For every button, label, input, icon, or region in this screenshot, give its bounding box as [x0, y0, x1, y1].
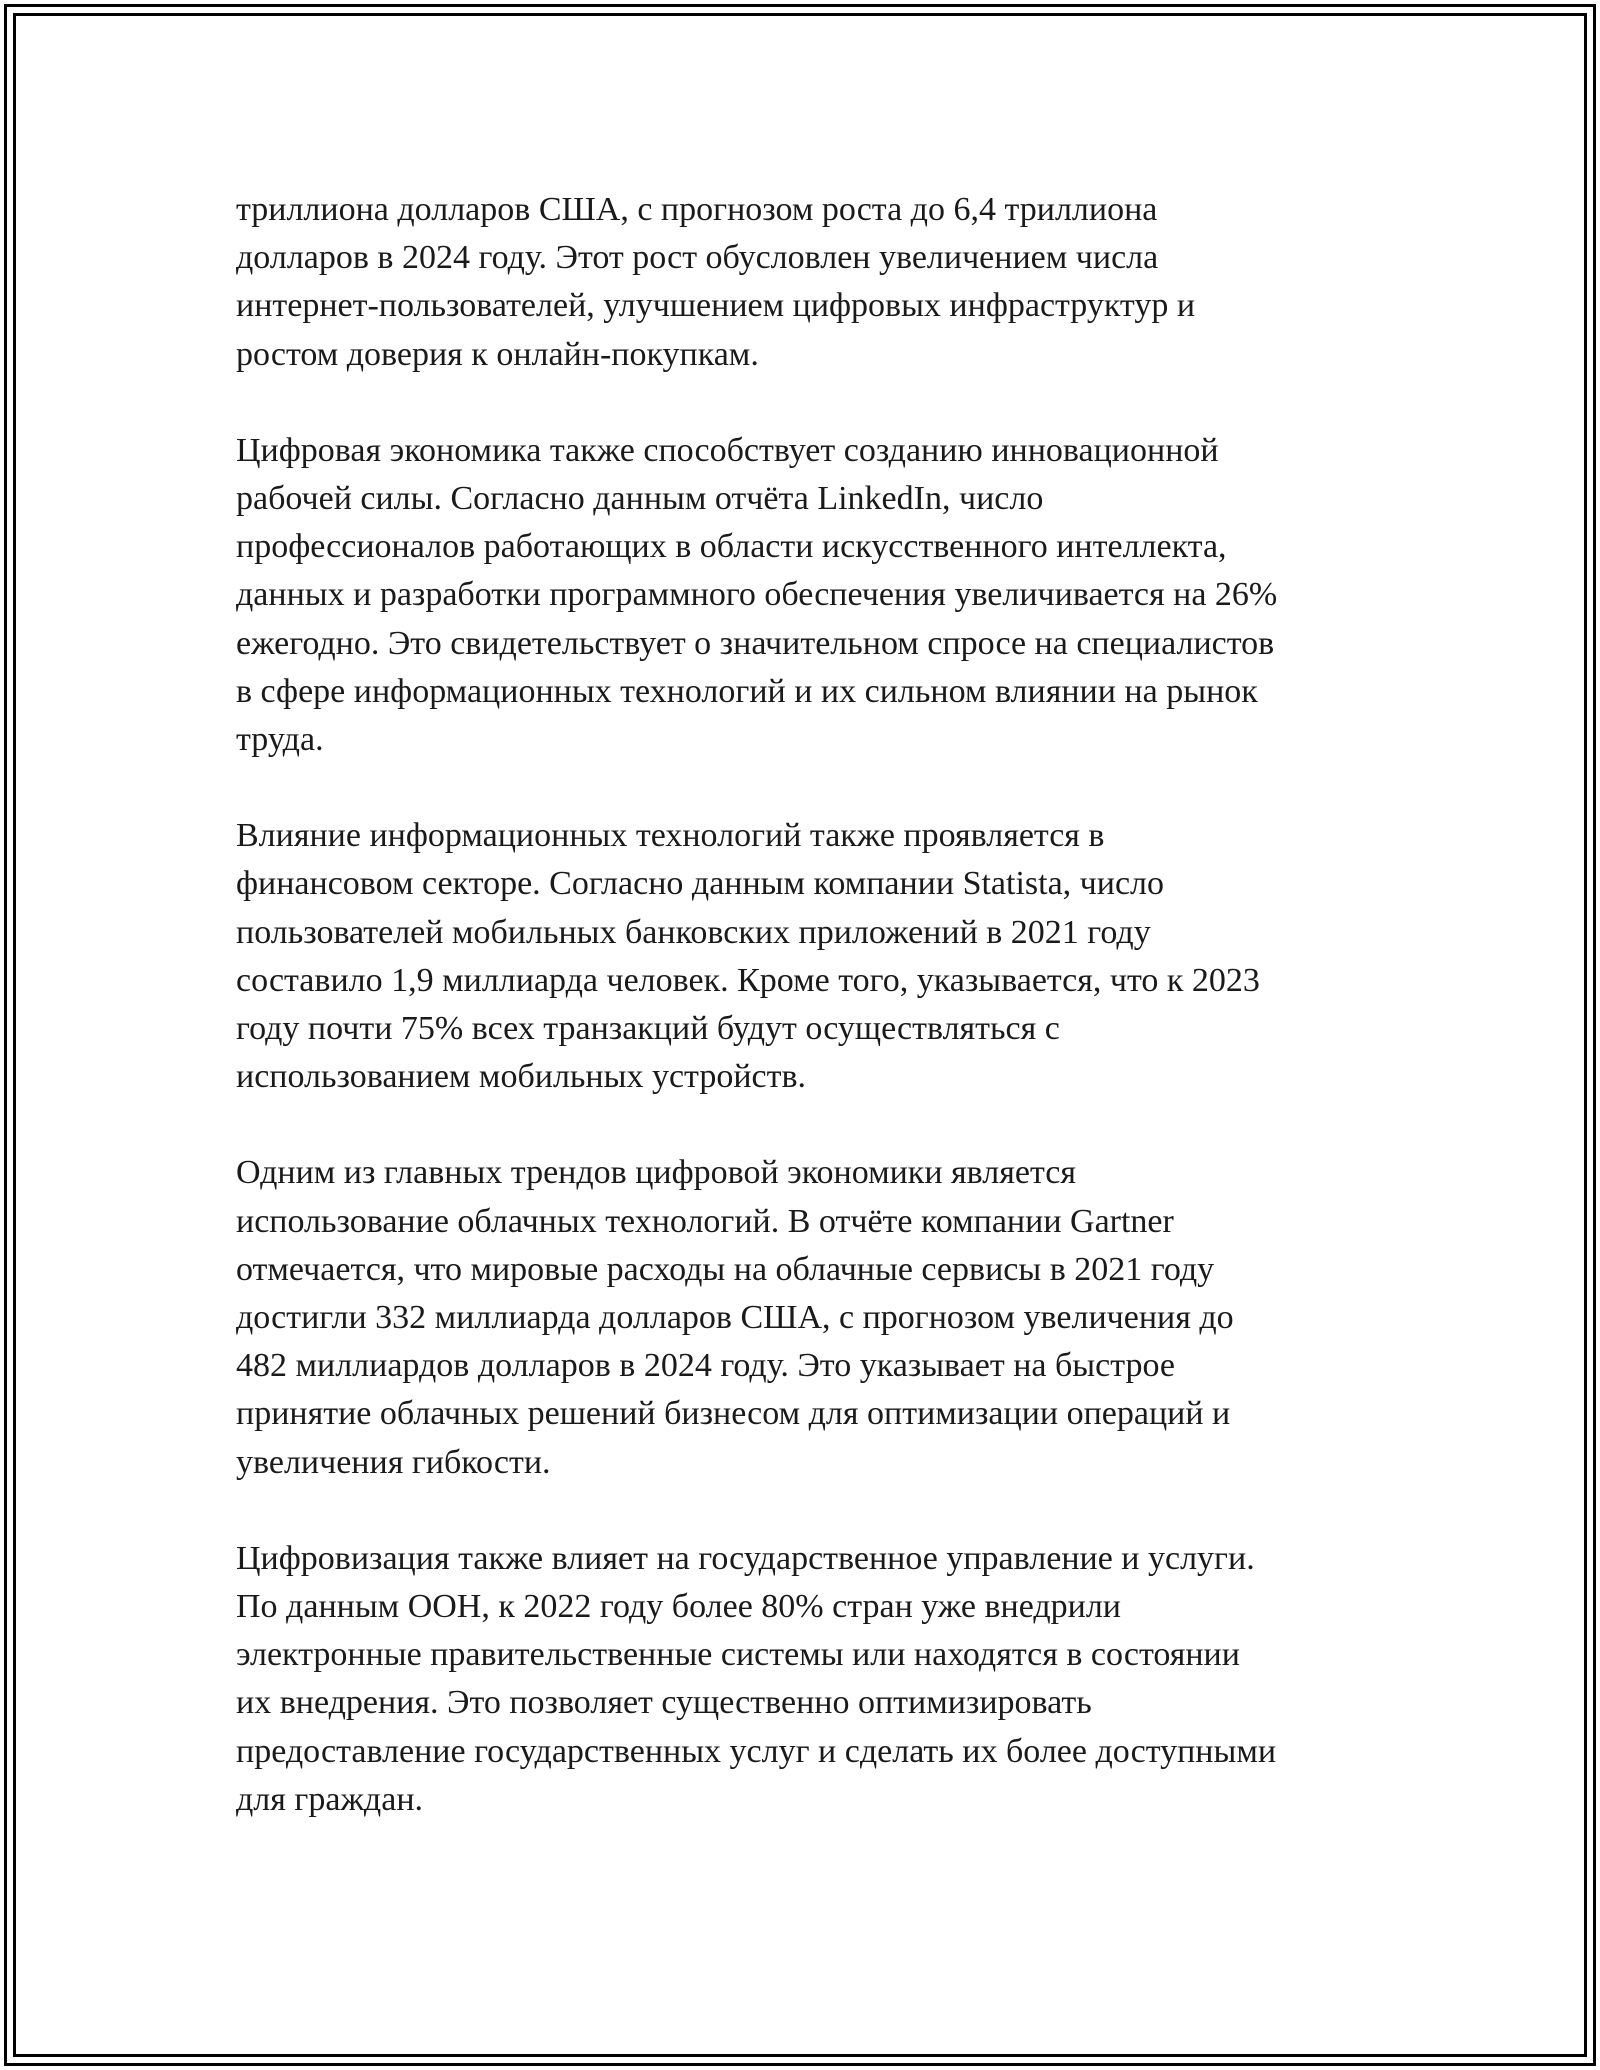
text-line: По данным ООН, к 2022 году более 80% стран уже внедрили [236, 1588, 1121, 1626]
text-line: увеличения гибкости. [236, 1443, 551, 1481]
text-line: рабочей силы. Согласно данным отчёта LinkedIn, число [236, 480, 1044, 518]
text-line: их внедрения. Это позволяет существенно оптимизировать [236, 1684, 1092, 1722]
document-body [236, 186, 1386, 1872]
paragraph-ecommerce-growth [236, 186, 1386, 379]
text-line: электронные правительственные системы или находятся в состоянии [236, 1636, 1240, 1674]
text-line: предоставление государственных услуг и сделать их более доступными [236, 1732, 1277, 1770]
paragraph-cloud-technologies [236, 1149, 1386, 1486]
paragraph-workforce [236, 427, 1386, 764]
text-line: долларов в 2024 году. Этот рост обусловлен увеличением числа [236, 239, 1159, 277]
paragraph-e-government [236, 1535, 1386, 1824]
text-line: году почти 75% всех транзакций будут осуществляться с [236, 1010, 1060, 1048]
text-line: триллиона долларов США, с прогнозом роста до 6,4 триллиона [236, 191, 1158, 228]
text-line: интернет-пользователей, улучшением цифровых инфраструктур и [236, 287, 1196, 325]
text-line: финансовом секторе. Согласно данным компании Statista, число [236, 865, 1165, 903]
text-line: использованием мобильных устройств. [236, 1058, 807, 1096]
text-line: для граждан. [236, 1780, 424, 1818]
text-line: данных и разработки программного обеспечения увеличивается на 26% [236, 576, 1278, 614]
text-line: пользователей мобильных банковских приложений в 2021 году [236, 913, 1151, 951]
text-line: 482 миллиардов долларов в 2024 году. Это указывает на быстрое [236, 1347, 1176, 1385]
text-line: в сфере информационных технологий и их сильном влиянии на рынок [236, 672, 1258, 710]
text-line: отмечается, что мировые расходы на облачные сервисы в 2021 году [236, 1250, 1215, 1288]
text-line: труда. [236, 721, 324, 759]
text-line: Влияние информационных технологий также проявляется в [236, 817, 1105, 855]
text-line: ежегодно. Это свидетельствует о значительном спросе на специалистов [236, 624, 1275, 662]
text-line: принятие облачных решений бизнесом для оптимизации операций и [236, 1395, 1231, 1433]
text-line: Одним из главных трендов цифровой экономики является [236, 1154, 1076, 1192]
paragraph-financial-sector [236, 812, 1386, 1101]
text-line: Цифровизация также влияет на государственное управление и услуги. [236, 1539, 1255, 1577]
text-line: использование облачных технологий. В отчёте компании Gartner [236, 1202, 1174, 1240]
text-line: достигли 332 миллиарда долларов США, с прогнозом увеличения до [236, 1299, 1234, 1337]
text-line: профессионалов работающих в области искусственного интеллекта, [236, 528, 1227, 566]
text-line: составило 1,9 миллиарда человек. Кроме того, указывается, что к 2023 [236, 961, 1260, 999]
text-line: ростом доверия к онлайн-покупкам. [236, 335, 759, 373]
text-line: Цифровая экономика также способствует созданию инновационной [236, 431, 1219, 469]
